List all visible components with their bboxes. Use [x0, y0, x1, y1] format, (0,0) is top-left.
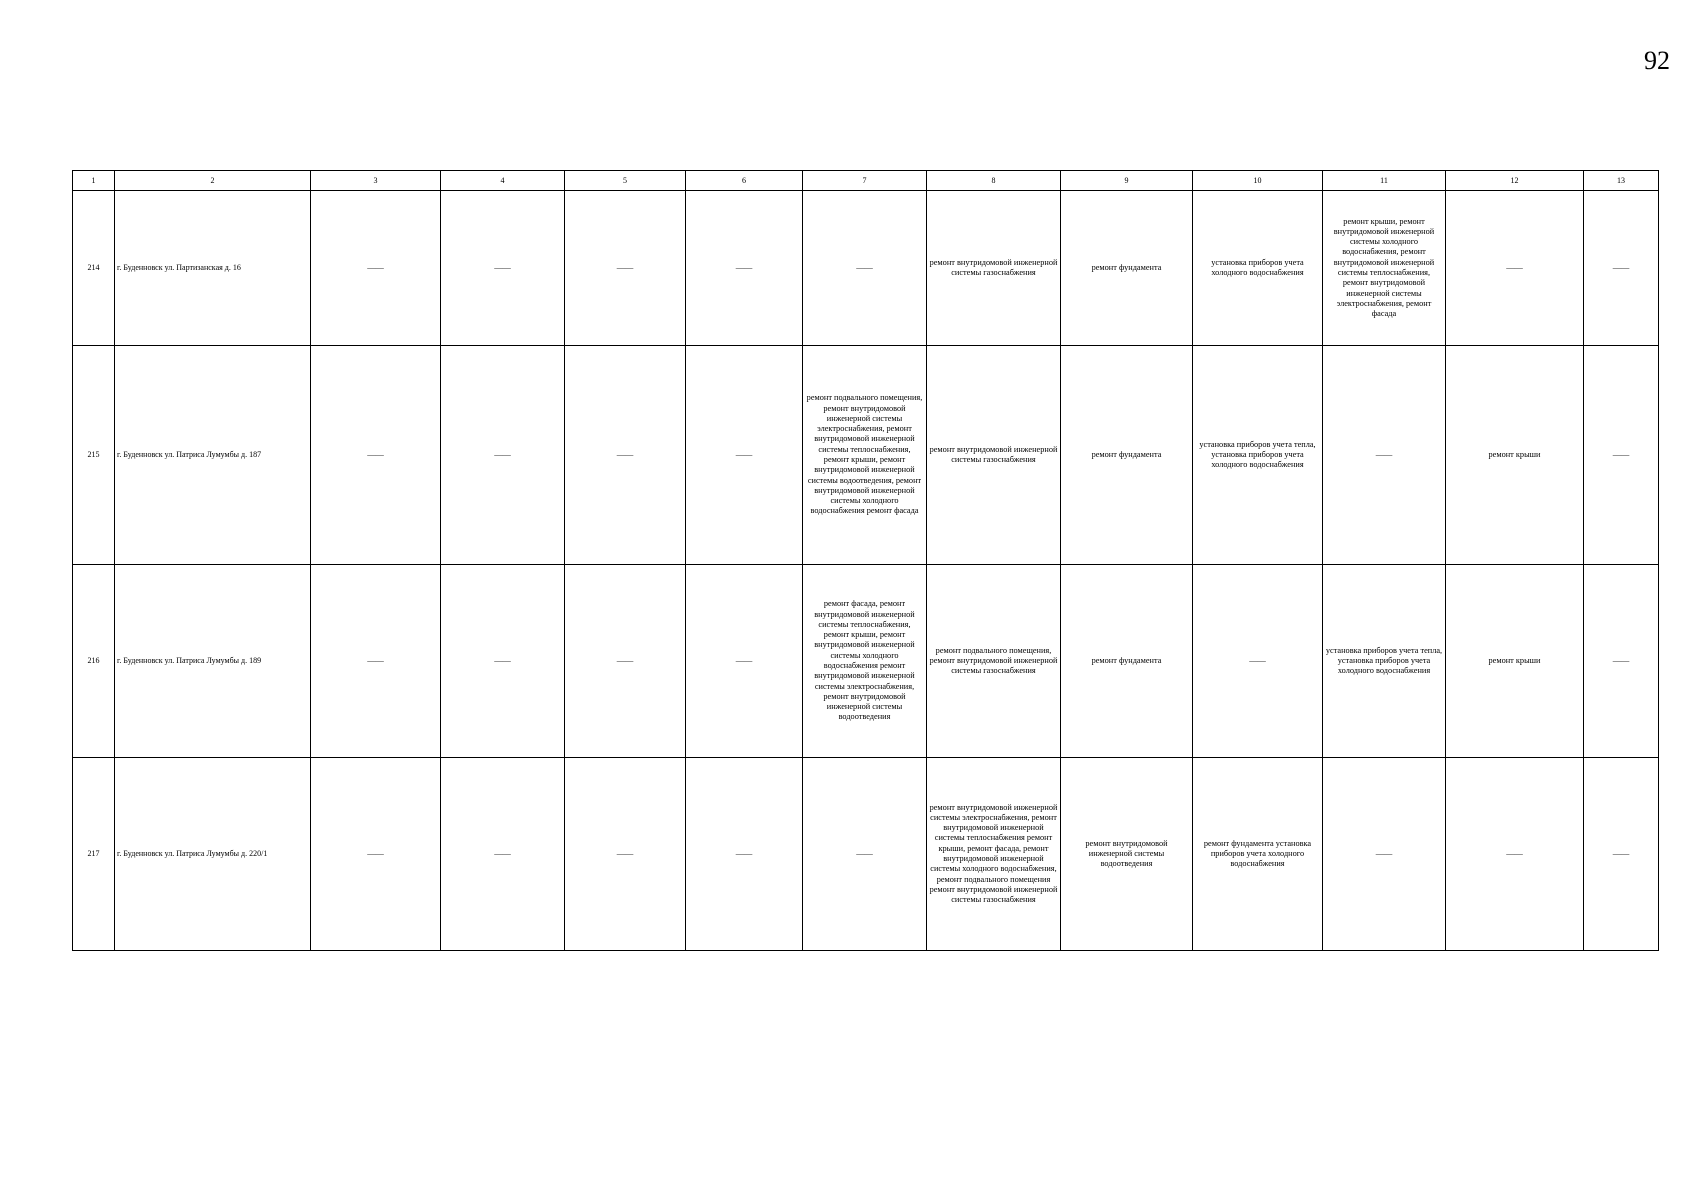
- cell-col4: ——: [441, 758, 565, 951]
- cell-col10: установка приборов учета тепла, установка приборов учета холодного водоснабжения: [1193, 346, 1323, 565]
- cell-col9: ремонт фундамента: [1061, 346, 1193, 565]
- column-header: 2: [115, 171, 311, 191]
- cell-col13: ——: [1584, 346, 1659, 565]
- cell-col12: ремонт крыши: [1446, 346, 1584, 565]
- repair-schedule-table: [72, 170, 1659, 951]
- cell-col4: ——: [441, 565, 565, 758]
- cell-col4: ——: [441, 191, 565, 346]
- cell-col10: установка приборов учета холодного водоснабжения: [1193, 191, 1323, 346]
- cell-col13: ——: [1584, 758, 1659, 951]
- column-header: 8: [927, 171, 1061, 191]
- address-cell: г. Буденновск ул. Патриса Лумумбы д. 220/1: [115, 758, 311, 951]
- cell-col7: ——: [803, 758, 927, 951]
- cell-col8: ремонт внутридомовой инженерной системы электроснабжения, ремонт внутридомовой инженерной системы теплоснабжения ремонт крыши, ремонт фасада, ремонт внутридомовой инженерной системы холодного водоснабжения, ремонт подвального помещения ремонт внутридомовой инженерной системы газоснабжения: [927, 758, 1061, 951]
- column-header: 1: [73, 171, 115, 191]
- table-row: [73, 565, 1659, 758]
- cell-col8: ремонт внутридомовой инженерной системы газоснабжения: [927, 191, 1061, 346]
- cell-col6: ——: [686, 346, 803, 565]
- column-header: 7: [803, 171, 927, 191]
- cell-col8: ремонт внутридомовой инженерной системы газоснабжения: [927, 346, 1061, 565]
- cell-col10: ремонт фундамента установка приборов учета холодного водоснабжения: [1193, 758, 1323, 951]
- column-header: 4: [441, 171, 565, 191]
- cell-col11: установка приборов учета тепла, установка приборов учета холодного водоснабжения: [1323, 565, 1446, 758]
- cell-col11: ——: [1323, 758, 1446, 951]
- cell-col7: ——: [803, 191, 927, 346]
- cell-col10: ——: [1193, 565, 1323, 758]
- cell-col13: ——: [1584, 191, 1659, 346]
- column-header: 3: [311, 171, 441, 191]
- cell-col8: ремонт подвального помещения, ремонт внутридомовой инженерной системы газоснабжения: [927, 565, 1061, 758]
- cell-col3: ——: [311, 758, 441, 951]
- cell-col6: ——: [686, 565, 803, 758]
- row-number: 217: [73, 758, 115, 951]
- cell-col9: ремонт фундамента: [1061, 565, 1193, 758]
- row-number: 215: [73, 346, 115, 565]
- row-number: 214: [73, 191, 115, 346]
- cell-col11: ——: [1323, 346, 1446, 565]
- cell-col7: ремонт фасада, ремонт внутридомовой инженерной системы теплоснабжения, ремонт крыши, ремонт внутридомовой инженерной системы холодного водоснабжения ремонт внутридомовой инженерной системы электроснабжения, ремонт внутридомовой инженерной системы водоотведения: [803, 565, 927, 758]
- cell-col3: ——: [311, 191, 441, 346]
- address-cell: г. Буденновск ул. Патриса Лумумбы д. 189: [115, 565, 311, 758]
- row-number: 216: [73, 565, 115, 758]
- cell-col12: ремонт крыши: [1446, 565, 1584, 758]
- cell-col3: ——: [311, 565, 441, 758]
- cell-col5: ——: [565, 346, 686, 565]
- column-header: 6: [686, 171, 803, 191]
- table-row: [73, 191, 1659, 346]
- cell-col13: ——: [1584, 565, 1659, 758]
- address-cell: г. Буденновск ул. Патриса Лумумбы д. 187: [115, 346, 311, 565]
- cell-col3: ——: [311, 346, 441, 565]
- column-header: 5: [565, 171, 686, 191]
- cell-col6: ——: [686, 758, 803, 951]
- cell-col9: ремонт внутридомовой инженерной системы водоотведения: [1061, 758, 1193, 951]
- cell-col6: ——: [686, 191, 803, 346]
- column-header: 12: [1446, 171, 1584, 191]
- table-row: [73, 758, 1659, 951]
- column-header: 13: [1584, 171, 1659, 191]
- column-header: 10: [1193, 171, 1323, 191]
- address-cell: г. Буденновск ул. Партизанская д. 16: [115, 191, 311, 346]
- cell-col4: ——: [441, 346, 565, 565]
- cell-col9: ремонт фундамента: [1061, 191, 1193, 346]
- cell-col11: ремонт крыши, ремонт внутридомовой инженерной системы холодного водоснабжения, ремонт внутридомовой инженерной системы теплоснабжения, ремонт внутридомовой инженерной системы электроснабжения, ремонт фасада: [1323, 191, 1446, 346]
- column-header: 9: [1061, 171, 1193, 191]
- table-header-row: [73, 171, 1659, 191]
- table-row: [73, 346, 1659, 565]
- cell-col5: ——: [565, 191, 686, 346]
- cell-col12: ——: [1446, 758, 1584, 951]
- cell-col5: ——: [565, 565, 686, 758]
- column-header: 11: [1323, 171, 1446, 191]
- cell-col12: ——: [1446, 191, 1584, 346]
- cell-col7: ремонт подвального помещения, ремонт внутридомовой инженерной системы электроснабжения, ремонт внутридомовой инженерной системы теплоснабжения, ремонт крыши, ремонт внутридомовой инженерной системы водоотведения, ремонт внутридомовой инженерной системы холодного водоснабжения ремонт фасада: [803, 346, 927, 565]
- page-number: 92: [1644, 46, 1670, 75]
- cell-col5: ——: [565, 758, 686, 951]
